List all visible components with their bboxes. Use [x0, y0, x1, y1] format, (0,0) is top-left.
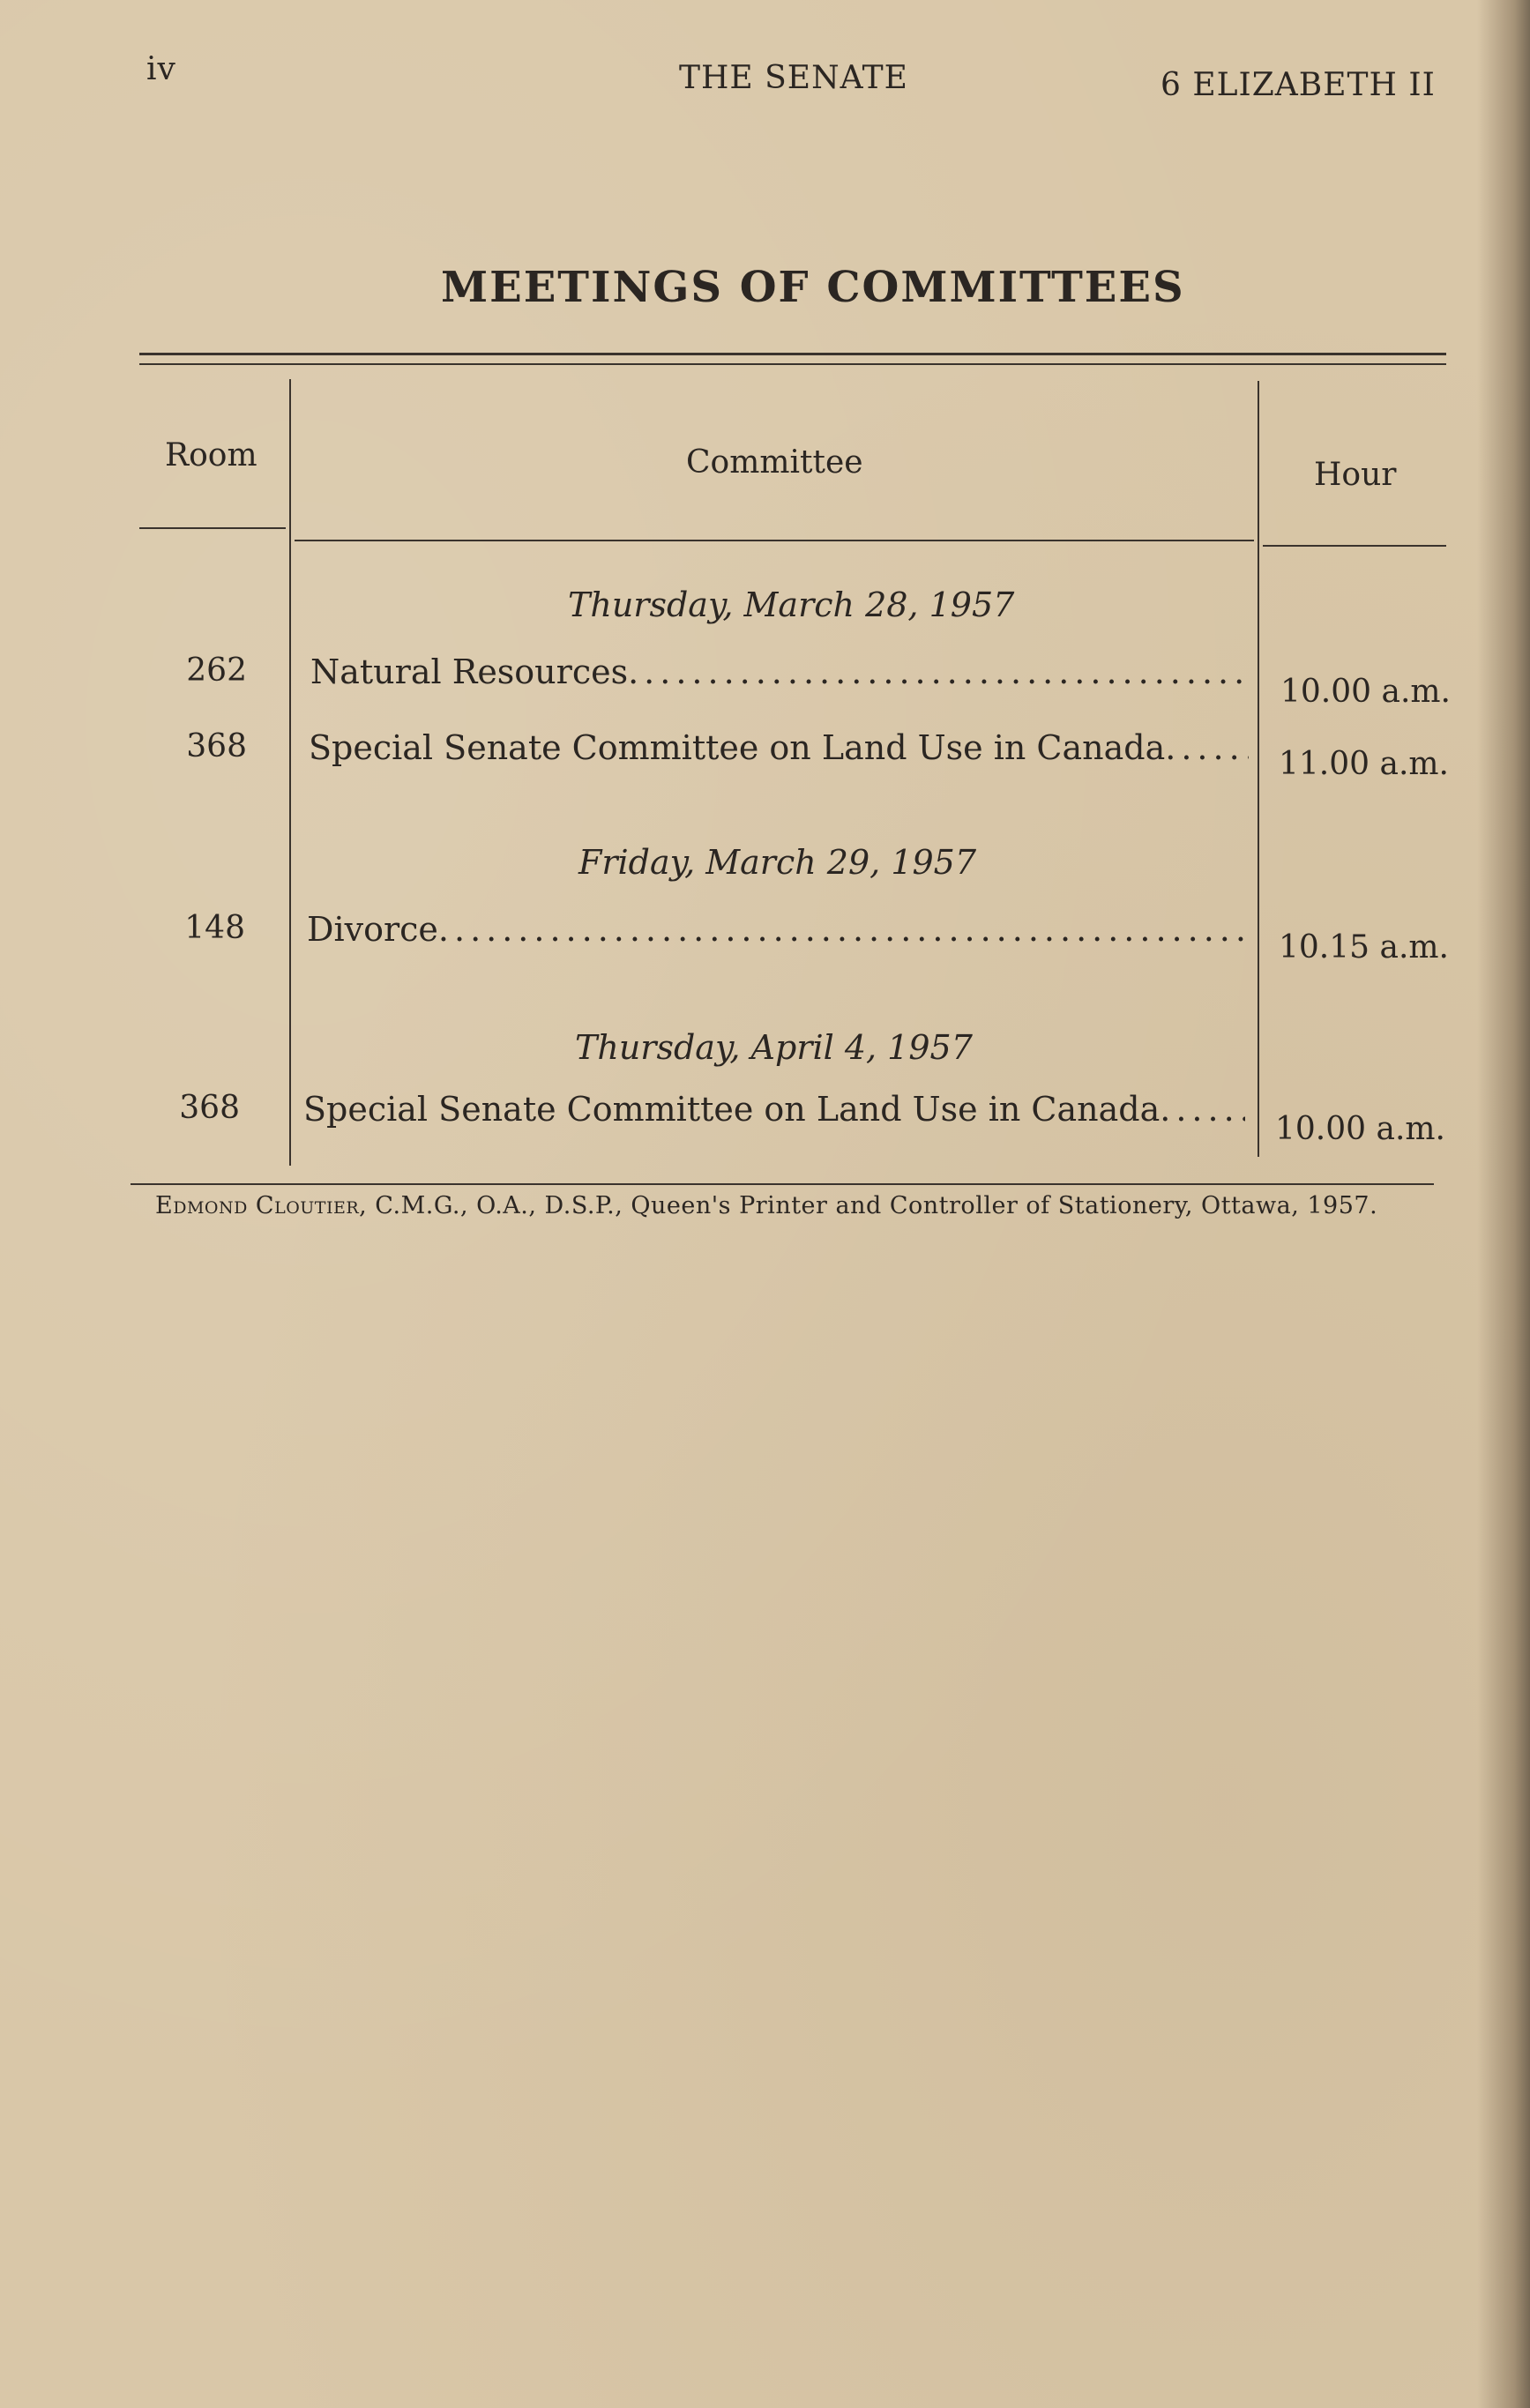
- table-row: [0, 1090, 1530, 1147]
- page-number: iv: [146, 51, 176, 87]
- leader-dots: [1160, 1090, 1245, 1129]
- table-row: [0, 728, 1530, 782]
- header-rule-hour: [1263, 545, 1446, 547]
- column-header-hour: Hour: [1314, 457, 1397, 493]
- header-rule-room: [139, 527, 286, 529]
- column-header-committee: Committee: [686, 444, 863, 481]
- page-title: MEETINGS OF COMMITTEES: [441, 263, 1185, 312]
- section-date: Friday, March 29, 1957: [578, 843, 977, 882]
- leader-dots: [628, 652, 1249, 691]
- double-rule: [139, 353, 1446, 365]
- room-number: 368: [186, 728, 247, 764]
- leader-dots: [1165, 728, 1249, 767]
- meeting-hour: 10.00 a.m.: [1280, 674, 1451, 710]
- running-head-right: 6 ELIZABETH II: [1161, 67, 1436, 103]
- meeting-hour: 10.00 a.m.: [1275, 1111, 1445, 1147]
- running-title: THE SENATE: [679, 60, 908, 96]
- committee-entry: [309, 728, 1249, 767]
- printer-name: Edmond Cloutier: [155, 1192, 360, 1219]
- printer-details: , C.M.G., O.A., D.S.P., Queen's Printer and Controller of Stationery, Ottawa, 1957.: [359, 1192, 1378, 1219]
- printer-imprint: [155, 1192, 1377, 1219]
- table-row: [0, 910, 1530, 965]
- header-rule-committee: [295, 540, 1254, 541]
- page-edge-shadow: [1477, 0, 1530, 2408]
- table-row: [0, 652, 1530, 710]
- meeting-hour: 11.00 a.m.: [1279, 746, 1449, 782]
- committee-name: Natural Resources: [310, 652, 629, 691]
- meeting-hour: 10.15 a.m.: [1279, 929, 1449, 965]
- room-number: 148: [184, 910, 245, 946]
- room-number: 368: [179, 1090, 240, 1126]
- committee-name: Divorce: [307, 910, 438, 949]
- leader-dots: [438, 910, 1245, 949]
- committee-entry: [307, 910, 1245, 949]
- committee-name: Special Senate Committee on Land Use in Canada: [303, 1090, 1161, 1129]
- section-date: Thursday, March 28, 1957: [568, 585, 1015, 624]
- committee-entry: [303, 1090, 1245, 1129]
- footer-rule: [131, 1183, 1434, 1185]
- committee-entry: [310, 652, 1249, 691]
- section-date: Thursday, April 4, 1957: [575, 1028, 973, 1067]
- room-number: 262: [186, 652, 247, 689]
- column-header-room: Room: [165, 437, 257, 473]
- committee-name: Special Senate Committee on Land Use in Canada: [309, 728, 1166, 767]
